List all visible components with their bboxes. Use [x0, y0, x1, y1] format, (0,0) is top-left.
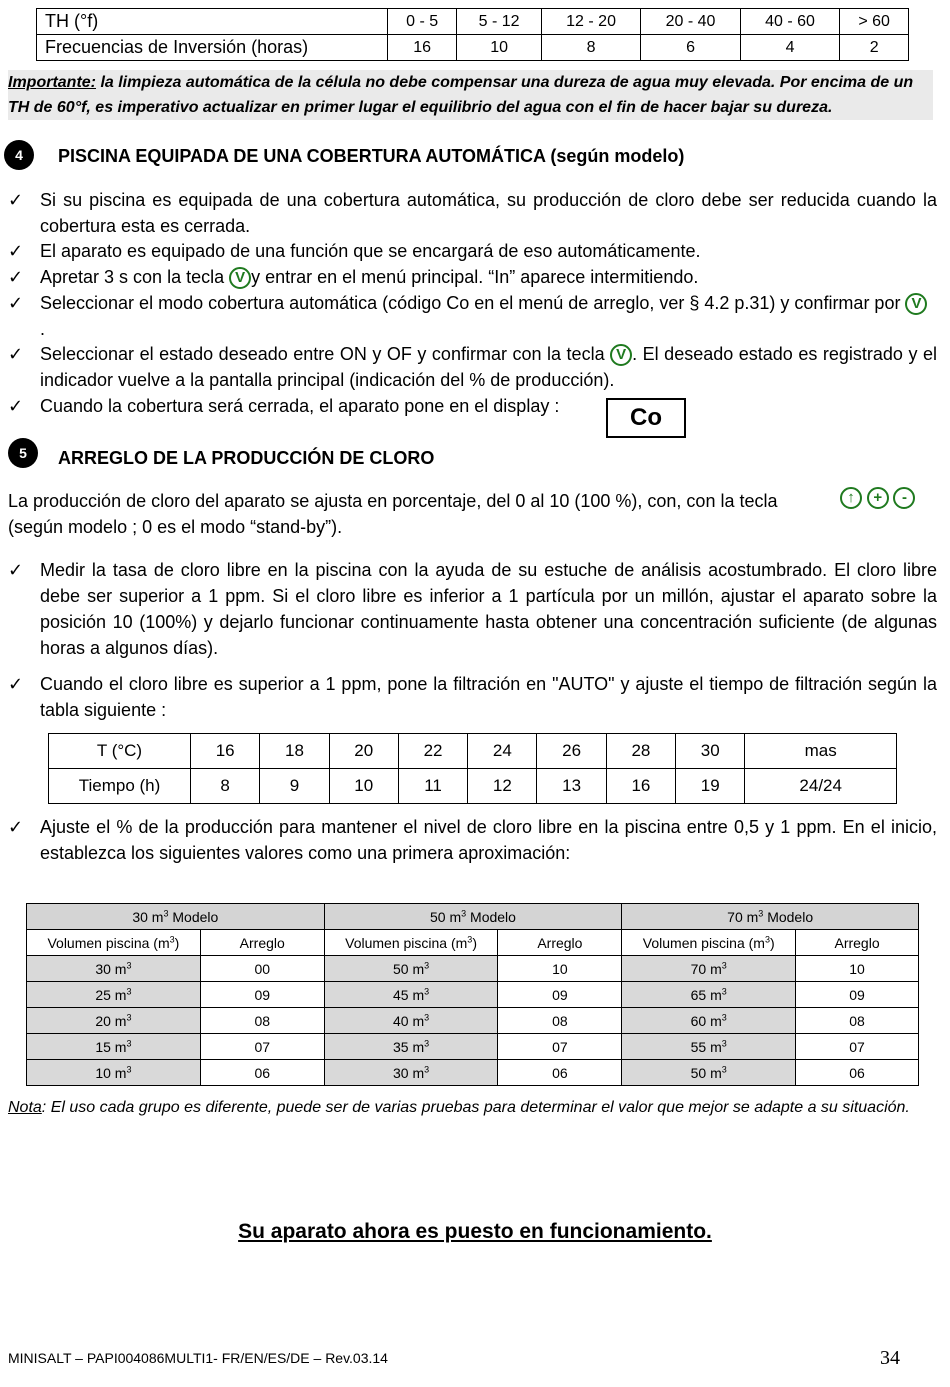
table-row: [37, 9, 909, 35]
arrow-up-icon: ↑: [840, 487, 862, 509]
final-message: Su aparato ahora es puesto en funcionamiento.: [238, 1220, 712, 1243]
check-icon: ✓: [8, 396, 24, 416]
model-header: 50 $m^3$ Modelo: [324, 904, 622, 930]
table-row: [27, 982, 919, 1008]
display-indicator: Co: [606, 398, 686, 438]
check-icon: ✓: [8, 817, 24, 837]
bullet-part: Seleccionar el modo cobertura automática (código Co en el menú de arreglo, ver § 4.2 p.31) y confirmar por: [40, 293, 901, 313]
important-text: la limpieza automática de la célula no debe compensar una dureza de agua muy elevada. Por encima de un TH de 60°f, es imperativo actualizar en primer lugar el equilibrio del agua con el fin de hacer bajar su dureza.: [8, 74, 914, 116]
check-icon: ✓: [8, 267, 24, 287]
table-cell: 65 $m^3$: [622, 982, 796, 1008]
v-key-icon: V: [905, 293, 927, 315]
column-header: Arreglo: [200, 930, 324, 956]
filtration-time-table: [48, 733, 897, 804]
table-row: [27, 1060, 919, 1086]
table-cell: 06: [200, 1060, 324, 1086]
model-header: 70 $m^3$ Modelo: [622, 904, 919, 930]
check-icon: ✓: [8, 560, 24, 580]
bullet-part: Apretar 3 s con la tecla: [40, 267, 225, 287]
table-cell: 10: [457, 35, 541, 61]
table-row: [27, 1034, 919, 1060]
table-cell: 20 $m^3$: [27, 1008, 201, 1034]
table-cell: 08: [200, 1008, 324, 1034]
table-header-row: [27, 904, 919, 930]
table-cell: 4: [740, 35, 839, 61]
important-label: Importante:: [8, 74, 96, 91]
table-cell: 35 $m^3$: [324, 1034, 498, 1060]
table-cell: 06: [498, 1060, 622, 1086]
table-cell: 16: [191, 734, 260, 769]
table-cell: 25 $m^3$: [27, 982, 201, 1008]
table-row: [49, 769, 897, 804]
table-cell: 10: [498, 956, 622, 982]
table-row: [37, 35, 909, 61]
column-header: Volumen piscina $(m^3)$: [27, 930, 201, 956]
v-key-icon: V: [610, 344, 632, 366]
table-cell: 08: [796, 1008, 919, 1034]
intro-line-2: (según modelo ; 0 es el modo “stand-by”).: [8, 517, 343, 537]
table-header-row: [27, 930, 919, 956]
table-cell: 07: [200, 1034, 324, 1060]
table-cell: 30 $m^3$: [324, 1060, 498, 1086]
table-cell: 20: [329, 734, 398, 769]
table-row: [49, 734, 897, 769]
table-cell: 12: [468, 769, 537, 804]
column-header: Arreglo: [498, 930, 622, 956]
check-icon: ✓: [8, 344, 24, 364]
bullet-text: El aparato es equipado de una función que se encargará de eso automáticamente.: [40, 241, 701, 261]
table-cell: 08: [498, 1008, 622, 1034]
column-header: Volumen piscina $(m^3)$: [324, 930, 498, 956]
section-4-title: PISCINA EQUIPADA DE UNA COBERTURA AUTOMÁTICA (según modelo): [58, 146, 685, 166]
table-row: [27, 956, 919, 982]
section-4-number: 4: [4, 140, 34, 170]
table-cell: 22: [398, 734, 467, 769]
bullet-text: Medir la tasa de cloro libre en la piscina con la ayuda de su estuche de análisis acostumbrado. El cloro libre debe ser superior a 1 ppm. Si el cloro libre es inferior a 1 partícula por un millón, ajustar el aparato sobre la posición 10 (100%) y dejarlo funcionar continuamente hasta obtener una concentración suficiente (de algunas horas a algunos días).: [40, 560, 937, 658]
page-number: 34: [880, 1347, 900, 1369]
note-label: Nota: [8, 1099, 42, 1116]
table-cell: 13: [537, 769, 606, 804]
section-5-intro: [8, 488, 838, 514]
v-key-icon: V: [229, 267, 251, 289]
intro-line-1: La producción de cloro del aparato se ajusta en porcentaje, del 0 al 10 (100 %), con, con la tecla: [8, 491, 778, 511]
table-cell: 28: [606, 734, 675, 769]
hardness-frequency-table: [36, 8, 909, 61]
table-cell: 16: [388, 35, 457, 61]
table-cell: 24: [468, 734, 537, 769]
column-header: Arreglo: [796, 930, 919, 956]
table-cell: Frecuencias de Inversión (horas): [37, 35, 388, 61]
note-text: : El uso cada grupo es diferente, puede ser de varias pruebas para determinar el valor que mejor se adapte a su situación.: [41, 1099, 910, 1116]
bullet-text: Cuando la cobertura será cerrada, el aparato pone en el display :: [40, 396, 560, 416]
adjust-keys: [840, 487, 915, 509]
section-5-number: 5: [8, 438, 38, 468]
section-5-title: ARREGLO DE LA PRODUCCIÓN DE CLORO: [58, 448, 435, 468]
table-cell: 0 - 5: [388, 9, 457, 35]
table-cell: 50 $m^3$: [324, 956, 498, 982]
bullet-text: [40, 264, 937, 290]
table-cell: 10: [329, 769, 398, 804]
plus-key-icon: +: [867, 487, 889, 509]
table-cell: 6: [641, 35, 740, 61]
table-cell: mas: [745, 734, 897, 769]
important-note: [8, 70, 933, 120]
check-icon: ✓: [8, 674, 24, 694]
table-cell: 19: [676, 769, 745, 804]
table-cell: 18: [260, 734, 329, 769]
table-cell: 00: [200, 956, 324, 982]
table-cell: TH (°f): [37, 9, 388, 35]
table-cell: 09: [200, 982, 324, 1008]
table-cell: T (°C): [49, 734, 191, 769]
table-cell: 10 $m^3$: [27, 1060, 201, 1086]
table-cell: 55 $m^3$: [622, 1034, 796, 1060]
table-cell: 09: [796, 982, 919, 1008]
model-header: 30 $m^3$ Modelo: [27, 904, 325, 930]
minus-key-icon: -: [893, 487, 915, 509]
table-cell: 9: [260, 769, 329, 804]
table-cell: 20 - 40: [641, 9, 740, 35]
table-cell: 8: [191, 769, 260, 804]
note: [8, 1096, 938, 1120]
bullet-part: y entrar en el menú principal. “In” aparece intermitiendo.: [251, 267, 699, 287]
table-cell: 16: [606, 769, 675, 804]
table-cell: 50 $m^3$: [622, 1060, 796, 1086]
table-cell: 11: [398, 769, 467, 804]
table-cell: Tiempo (h): [49, 769, 191, 804]
table-cell: 70 $m^3$: [622, 956, 796, 982]
table-cell: 07: [498, 1034, 622, 1060]
bullet-text: Cuando el cloro libre es superior a 1 ppm, pone la filtración en "AUTO" y ajuste el tiempo de filtración según la tabla siguiente :: [40, 674, 937, 720]
bullet-part: .: [40, 319, 46, 339]
table-cell: 09: [498, 982, 622, 1008]
column-header: Volumen piscina $(m^3)$: [622, 930, 796, 956]
check-icon: ✓: [8, 241, 24, 261]
table-cell: 30: [676, 734, 745, 769]
bullet-text: [40, 290, 937, 342]
table-cell: > 60: [840, 9, 909, 35]
bullet-text: Si su piscina es equipada de una cobertura automática, su producción de cloro debe ser reducida cuando la cobertura esta es cerrada.: [40, 190, 937, 236]
check-icon: ✓: [8, 293, 24, 313]
table-cell: 15 $m^3$: [27, 1034, 201, 1060]
table-cell: 2: [840, 35, 909, 61]
table-cell: 5 - 12: [457, 9, 541, 35]
table-cell: 8: [541, 35, 640, 61]
table-cell: 40 - 60: [740, 9, 839, 35]
footer-text: MINISALT – PAPI004086MULTI1- FR/EN/ES/DE – Rev.03.14: [8, 1350, 388, 1366]
model-settings-table: [26, 903, 919, 1086]
table-cell: 30 $m^3$: [27, 956, 201, 982]
check-icon: ✓: [8, 190, 24, 210]
table-row: [27, 1008, 919, 1034]
table-cell: 10: [796, 956, 919, 982]
table-cell: 06: [796, 1060, 919, 1086]
bullet-part: . El deseado estado es registrado y el indicador vuelve a la pantalla principal (indicación del % de producción).: [40, 344, 937, 390]
table-cell: 60 $m^3$: [622, 1008, 796, 1034]
table-cell: 07: [796, 1034, 919, 1060]
bullet-text: [40, 341, 937, 393]
table-cell: 24/24: [745, 769, 897, 804]
table-cell: 26: [537, 734, 606, 769]
bullet-text: Ajuste el % de la producción para mantener el nivel de cloro libre en la piscina entre 0,5 y 1 ppm. En el inicio, establezca los siguientes valores como una primera aproximación:: [40, 817, 937, 863]
table-cell: 45 $m^3$: [324, 982, 498, 1008]
table-cell: 12 - 20: [541, 9, 640, 35]
table-cell: 40 $m^3$: [324, 1008, 498, 1034]
bullet-part: Seleccionar el estado deseado entre ON y OF y confirmar con la tecla: [40, 344, 605, 364]
